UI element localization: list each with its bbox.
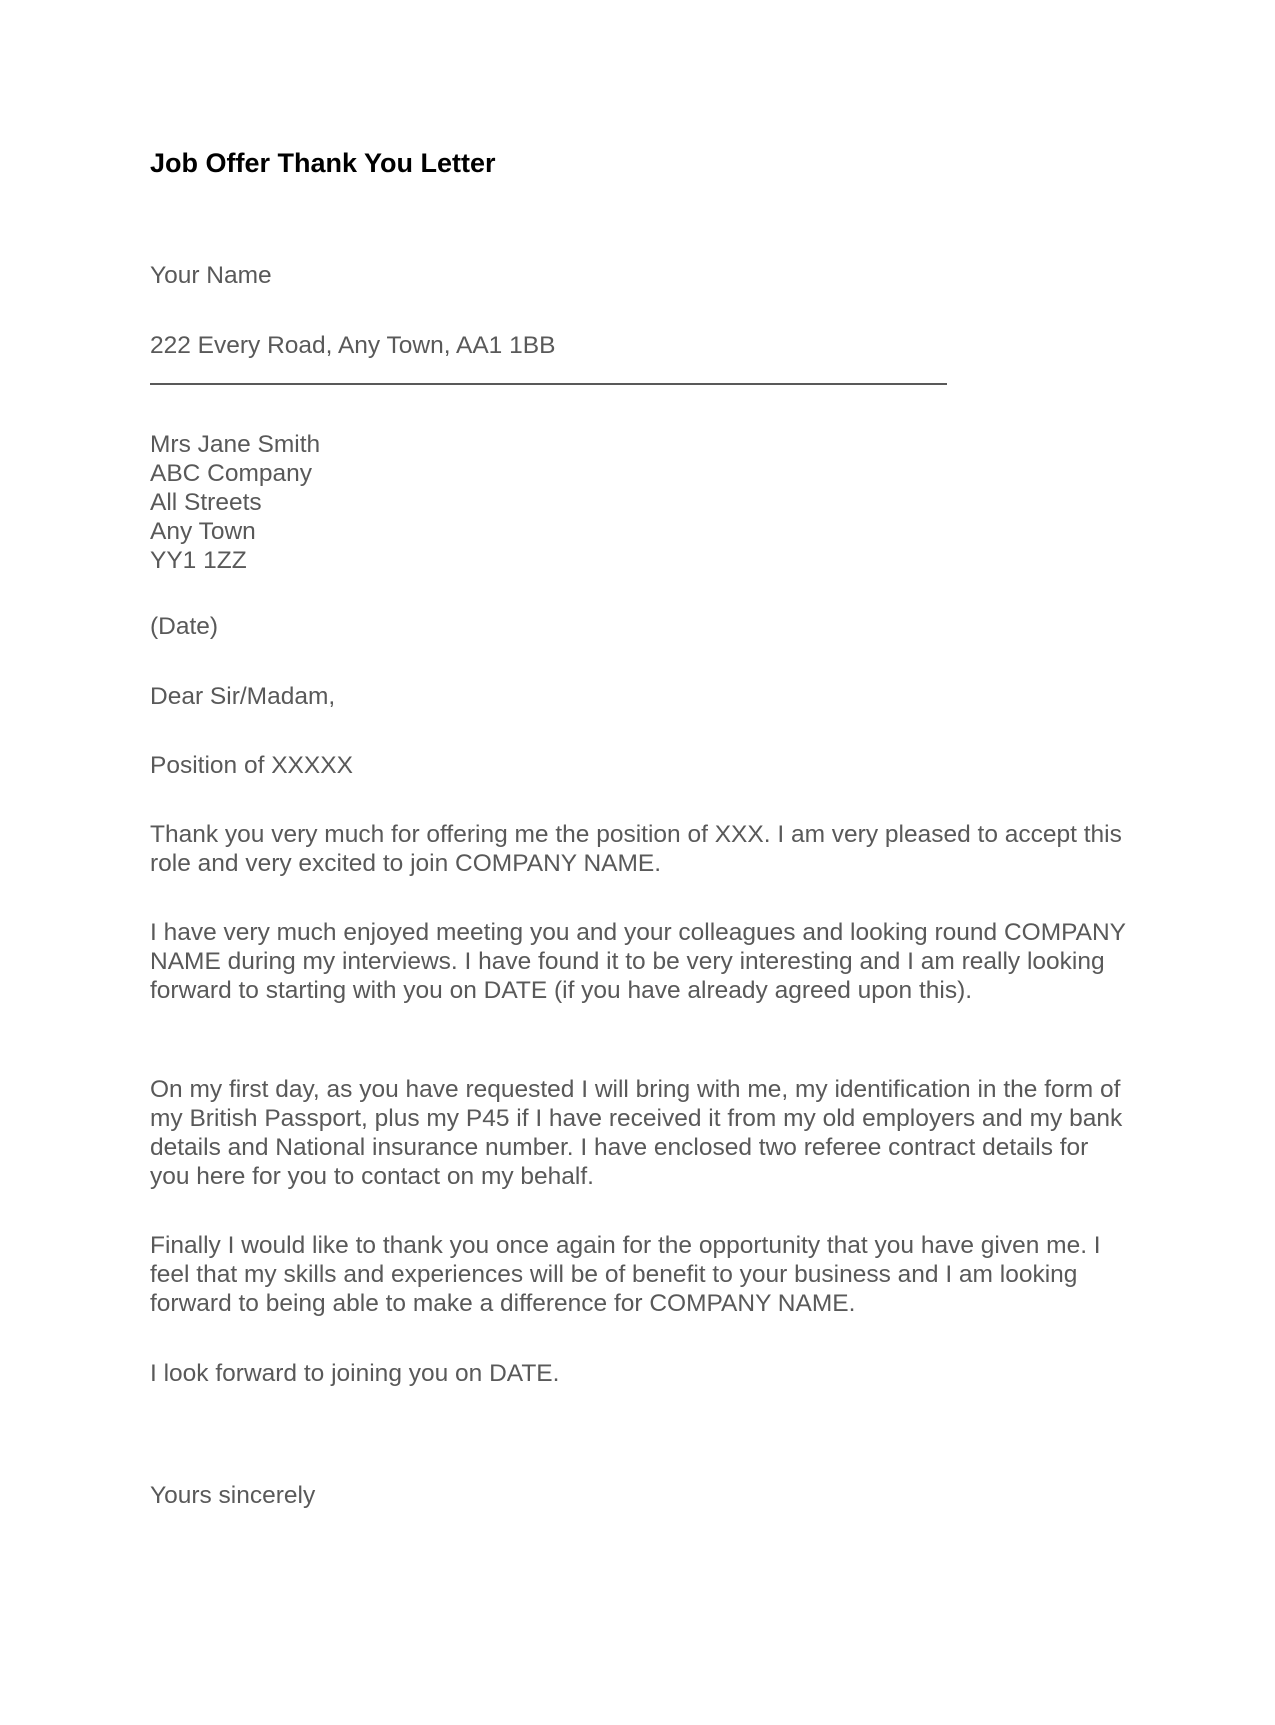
closing: Yours sincerely: [150, 1482, 316, 1509]
salutation: Dear Sir/Madam,: [150, 683, 336, 710]
body-paragraph: Finally I would like to thank you once again for the opportunity that you have given me. I feel that my skills and experiences will be of benefit to your business and I am looking forward to being able to make a difference for COMPANY NAME.: [150, 1232, 1101, 1317]
recipient-line: YY1 1ZZ: [150, 547, 247, 574]
subject-line: Position of XXXXX: [150, 752, 353, 779]
letter-date: (Date): [150, 613, 219, 640]
recipient-line: Any Town: [150, 518, 256, 545]
recipient-line: ABC Company: [150, 460, 313, 487]
body-paragraph: Thank you very much for offering me the position of XXX. I am very pleased to accept this role and very excited to join COMPANY NAME.: [150, 821, 1122, 877]
sender-address: 222 Every Road, Any Town, AA1 1BB: [150, 332, 556, 359]
recipient-line: Mrs Jane Smith: [150, 431, 321, 458]
body-paragraph: I have very much enjoyed meeting you and your colleagues and looking round COMPANY NAME during my interviews. I have found it to be very interesting and I am really looking forward to starting with you on DATE (if you have already agreed upon this).: [150, 919, 1126, 1004]
address-divider: [150, 383, 947, 385]
body-paragraph: I look forward to joining you on DATE.: [150, 1360, 560, 1387]
sender-name: Your Name: [150, 262, 272, 289]
recipient-address: [150, 430, 320, 575]
recipient-line: All Streets: [150, 489, 262, 516]
page-title: Job Offer Thank You Letter: [150, 148, 496, 178]
body-paragraph: On my first day, as you have requested I will bring with me, my identification in the form of my British Passport, plus my P45 if I have received it from my old employers and my bank details and National insurance number. I have enclosed two referee contract details for you here for you to contact on my behalf.: [150, 1076, 1123, 1190]
